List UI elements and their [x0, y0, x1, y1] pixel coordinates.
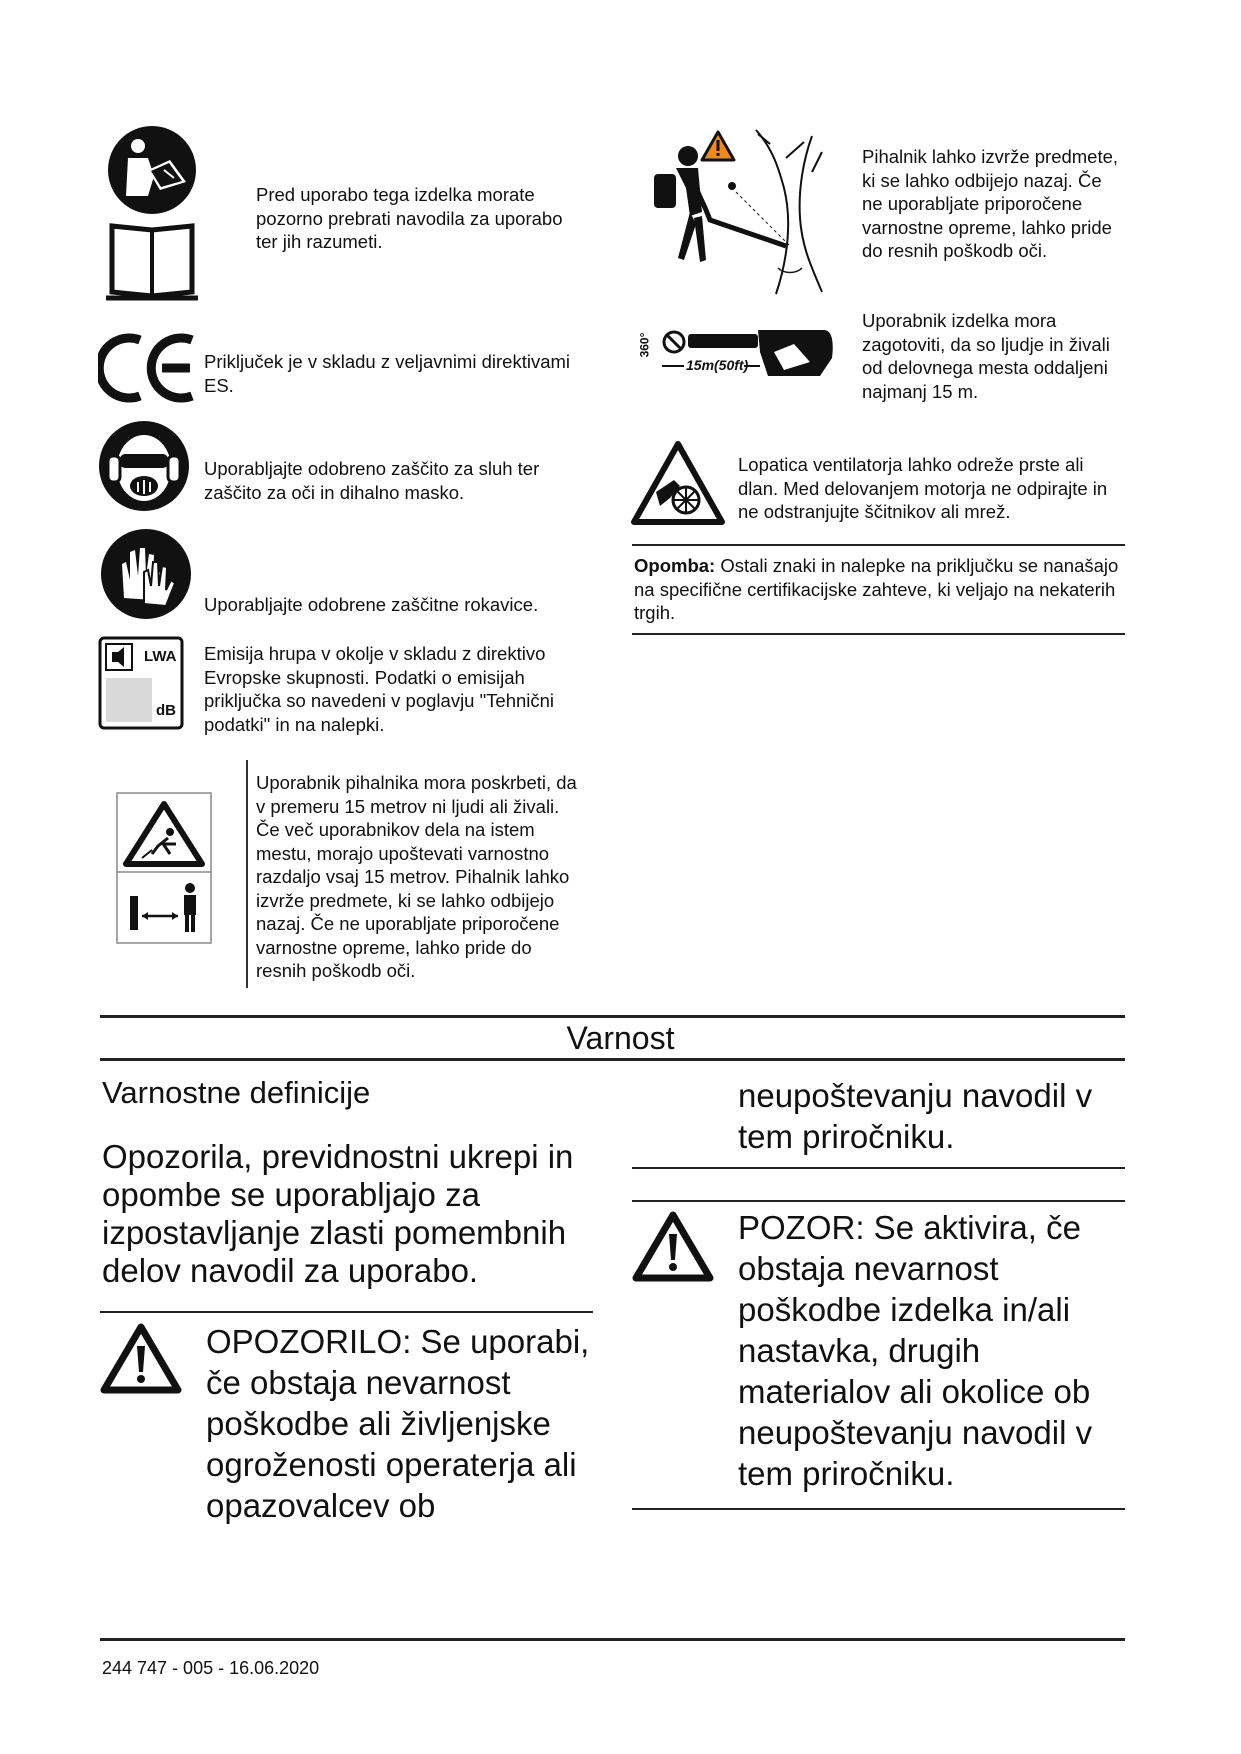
noise-db-label: dB: [156, 702, 176, 719]
distance-divider: [246, 760, 248, 988]
caution-bottom-rule: [632, 1508, 1125, 1510]
warning-end-rule: [632, 1167, 1125, 1169]
operator-eye-hazard-icon: [646, 128, 832, 296]
ppe-text: Uporabljajte odobreno zaščito za sluh ter zaščito za oči in dihalno masko.: [204, 458, 540, 503]
caution-text: Se aktivira, če obstaja nevarnost poškodbe izdelka in/ali nastavka, drugih materialov ali okolice ob neupoštevanju navodil v tem priročniku.: [738, 1209, 1093, 1492]
warning-top-rule: [100, 1311, 593, 1313]
fan-blade-warning-icon: [630, 440, 726, 528]
eye-text: Pihalnik lahko izvrže predmete, ki se lahko odbijejo nazaj. Če ne uporabljate priporočene varnostne opreme, lahko pride do resnih poškodb oči.: [862, 146, 1119, 261]
ppe-head-protection-icon: [98, 420, 190, 512]
gloves-icon: [98, 528, 194, 620]
read-manual-icon: [104, 126, 206, 302]
note-top-rule: [632, 544, 1125, 546]
note-text: Ostali znaki in nalepke na priključku se nanašajo na specifične certifikacijske zahteve, ki veljajo na nekaterih trgih.: [634, 555, 1119, 623]
warning-block: [206, 1321, 606, 1526]
distance-warning-icon: [116, 792, 212, 944]
ce-mark-icon: [98, 332, 198, 404]
zone-text: Uporabnik izdelka mora zagotoviti, da so ljudje in živali od delovnega mesta oddaljeni najmanj 15 m.: [862, 310, 1110, 402]
manual-text: Pred uporabo tega izdelka morate pozorno prebrati navodila za uporabo ter jih razumeti.: [256, 184, 563, 252]
fan-text: Lopatica ventilatorja lahko odreže prste ali dlan. Med delovanjem motorja ne odpirajte in ne odstranjujte ščitnikov ali mrež.: [738, 454, 1108, 522]
section-top-rule: [100, 1015, 1125, 1018]
safety-zone-icon: [637, 322, 834, 388]
caution-triangle-icon: [632, 1210, 714, 1282]
noise-emission-label-icon: [98, 636, 184, 730]
note-label: Opomba:: [634, 555, 716, 576]
warning-continued: neupoštevanju navodil v tem priročniku.: [738, 1077, 1093, 1155]
noise-text: Emisija hrupa v okolje v skladu z direktivo Evropske skupnosti. Podatki o emisijah priključka so navedeni v poglavju "Tehnični podatki" in na nalepki.: [204, 643, 555, 735]
noise-lwa-label: LWA: [144, 648, 177, 665]
safety-subtitle: Varnostne definicije: [102, 1075, 371, 1110]
warning-label: OPOZORILO:: [206, 1323, 412, 1360]
gloves-text: Uporabljajte odobrene zaščitne rokavice.: [204, 594, 539, 615]
zone-distance-label: 15m(50ft): [686, 357, 749, 373]
caution-block: [738, 1207, 1124, 1494]
note-bottom-rule: [632, 633, 1125, 635]
caution-label: POZOR:: [738, 1209, 865, 1246]
distance-text: Uporabnik pihalnika mora poskrbeti, da v premeru 15 metrov ni ljudi ali živali. Če več uporabnikov dela na istem mestu, morajo upoštevati varnostno razdaljo vsaj 15 metrov. Pihalnik lahko izvrže predmete, ki se lahko odbijejo nazaj. Če ne uporabljate priporočene varnostne opreme, lahko pride do resnih poškodb oči.: [256, 772, 577, 981]
section-title: Varnost: [566, 1020, 675, 1056]
caution-top-rule: [632, 1200, 1125, 1202]
ce-text: Priključek je v skladu z veljavnimi direktivami ES.: [204, 351, 570, 396]
safety-intro: Opozorila, previdnostni ukrepi in opombe se uporabljajo za izpostavljanje zlasti pomembnih delov navodil za uporabo.: [102, 1138, 574, 1289]
footer-rule: [100, 1638, 1125, 1641]
warning-triangle-icon: [100, 1322, 182, 1394]
note-block: [634, 554, 1124, 625]
section-bottom-rule: [100, 1058, 1125, 1061]
zone-angle-label: 360°: [637, 332, 652, 358]
warning-text: Se uporabi, če obstaja nevarnost poškodbe ali življenjske ogroženosti operaterja ali opazovalcev ob: [206, 1323, 590, 1524]
footer-doc-id: 244 747 - 005 - 16.06.2020: [102, 1658, 320, 1678]
